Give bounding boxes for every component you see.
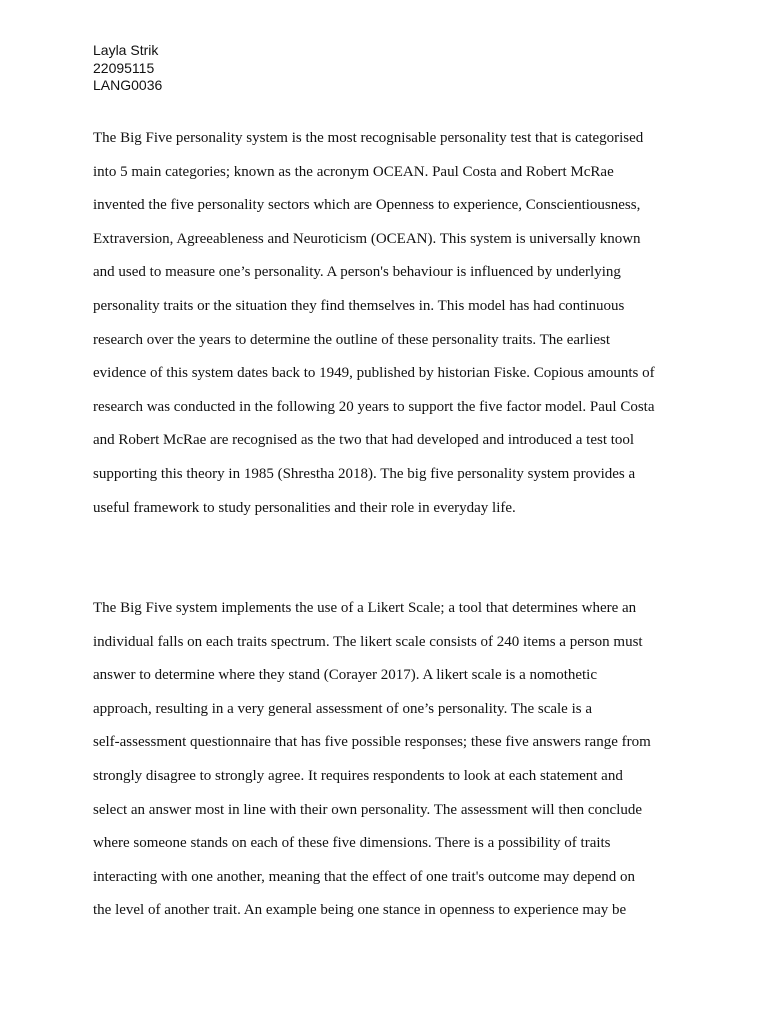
paragraph-line: strongly disagree to strongly agree. It requires respondents to look at each statement and [93,767,623,784]
paragraph-line: approach, resulting in a very general assessment of one’s personality. The scale is a [93,700,593,717]
module-code: LANG0036 [93,77,163,93]
paragraph-line: research over the years to determine the outline of these personality traits. The earliest [93,331,611,348]
paragraph-line: invented the five personality sectors which are Openness to experience, Conscientiousness, [93,197,641,214]
student-id: 22095115 [93,59,155,76]
paragraph-line: The Big Five personality system is the most recognisable personality test that is categorised [93,130,644,146]
author-header [93,42,162,95]
paragraph-line: and used to measure one’s personality. A person's behaviour is influenced by underlying [93,264,621,281]
paragraph-line: useful framework to study personalities and their role in everyday life. [93,499,516,516]
paragraph-line: The Big Five system implements the use of a Likert Scale; a tool that determines where an [93,600,637,616]
author-name: Layla Strik [93,42,159,58]
paragraph-line: evidence of this system dates back to 1949, published by historian Fiske. Copious amounts of [93,365,655,382]
paragraph-line: personality traits or the situation they find themselves in. This model has had continuous [93,297,625,314]
paragraph-line: into 5 main categories; known as the acronym OCEAN. Paul Costa and Robert McRae [93,163,614,180]
paragraph-line: Extraversion, Agreeableness and Neuroticism (OCEAN). This system is universally known [93,230,641,247]
paragraph-line: answer to determine where they stand (Corayer 2017). A likert scale is a nomothetic [93,667,598,684]
paragraph-line: self-assessment questionnaire that has five possible responses; these five answers range from [93,734,651,751]
paragraph-2 [93,592,683,928]
paragraph-line: interacting with one another, meaning that the effect of one trait's outcome may depend on [93,868,636,885]
paragraph-line: supporting this theory in 1985 (Shrestha 2018). The big five personality system provides a [93,465,636,482]
paragraph-line: and Robert McRae are recognised as the two that had developed and introduced a test tool [93,432,635,449]
paragraph-line: individual falls on each traits spectrum. The likert scale consists of 240 items a person must [93,633,643,650]
paragraph-line: where someone stands on each of these five dimensions. There is a possibility of traits [93,835,611,852]
paragraph-line: select an answer most in line with their own personality. The assessment will then conclude [93,801,643,818]
paragraph-1 [93,122,683,525]
paragraph-line: the level of another trait. An example being one stance in openness to experience may be [93,902,627,919]
paragraph-line: research was conducted in the following 20 years to support the five factor model. Paul Costa [93,398,655,415]
